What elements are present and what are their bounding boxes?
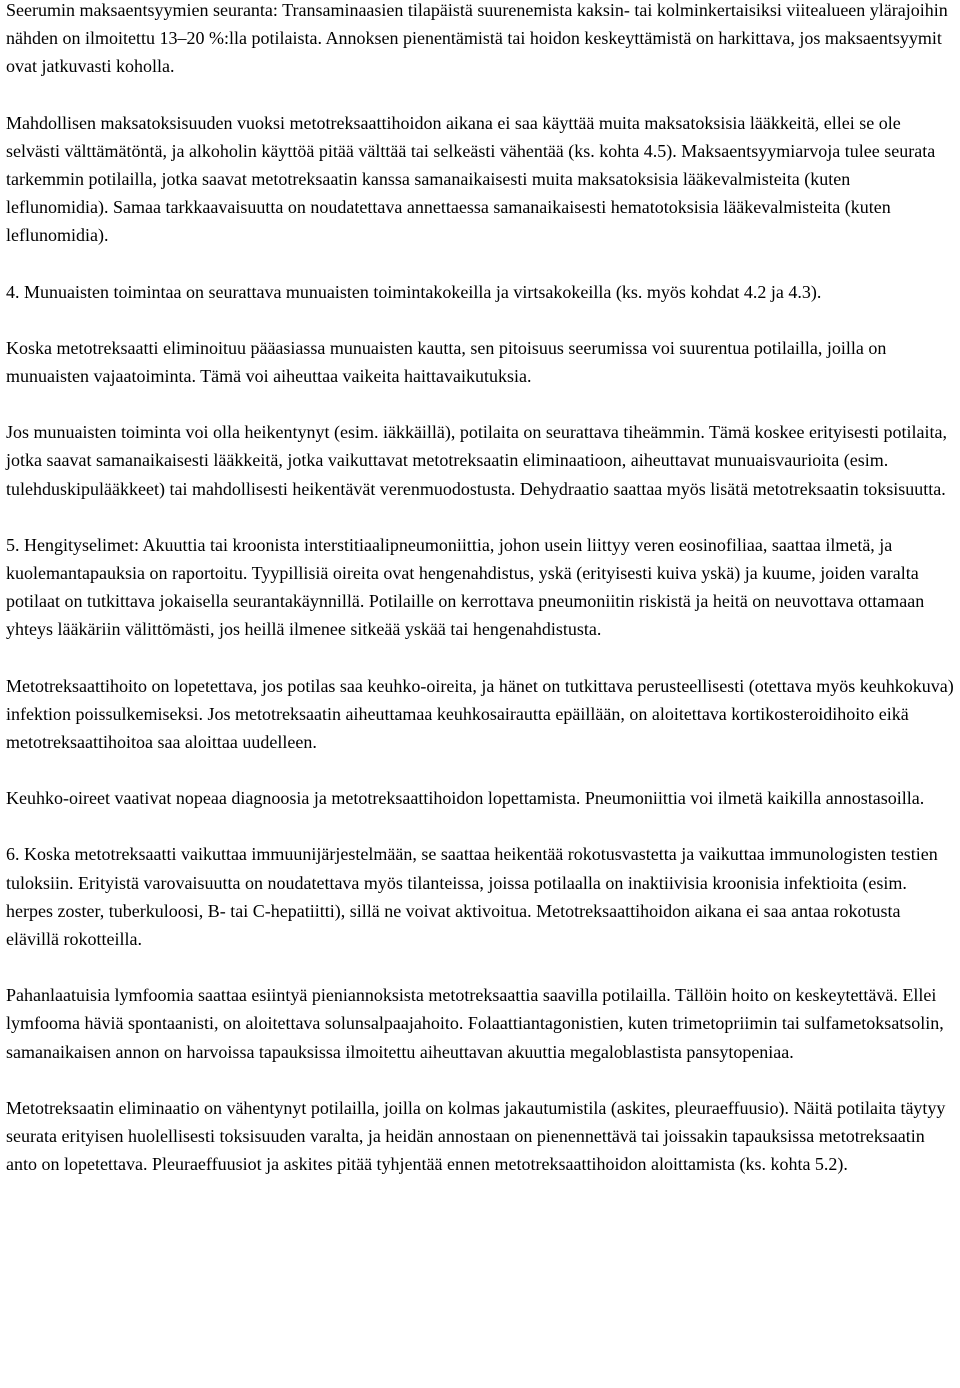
paragraph-liver-enzyme-monitoring: Seerumin maksaentsyymien seuranta: Transaminaasien tilapäistä suurenemista kaksin- tai kolminkertaisiksi viitealueen ylärajoihin nähden on ilmoitettu 13–20 %:lla potilaista. Annoksen pienentämistä tai hoidon keskeyttämistä on harkittava, jos maksaentsyymit ovat jatkuvasti koholla. xyxy=(6,0,948,77)
paragraph-immune-system: 6. Koska metotreksaatti vaikuttaa immuunijärjestelmään, se saattaa heikentää rokotusvastetta ja vaikuttaa immunologisten testien tuloksiin. Erityistä varovaisuutta on noudatettava myös tilanteissa, joissa potilaalla on inaktiivisia kroonisia infektioita (esim. herpes zoster, tuberkuloosi, B- tai C-hepatiitti), sillä ne voivat aktivoitua. Metotreksaattihoidon aikana ei saa antaa rokotusta elävillä rokotteilla. xyxy=(6,844,938,950)
paragraph-renal-elimination: Koska metotreksaatti eliminoituu pääasiassa munuaisten kautta, sen pitoisuus seerumissa voi suurentua potilailla, joilla on munuaisten vajaatoiminta. Tämä voi aiheuttaa vaikeita haittavaikutuksia. xyxy=(6,337,887,387)
paragraph-respiratory: 5. Hengityselimet: Akuuttia tai kroonista interstitiaalipneumoniittia, johon usein liittyy veren eosinofiliaa, saattaa ilmetä, ja kuolemantapauksia on raportoitu. Tyypillisiä oireita ovat hengenahdistus, yskä (erityisesti kuiva yskä) ja kuume, joiden varalta potilaat on tutkittava jokaisella seurantakäynnillä. Potilaille on kerrottava pneumoniitin riskistä ja heitä on neuvottava ottamaan yhteys lääkäriin välittömästi, jos heillä ilmenee sitkeää yskää tai hengenahdistusta. xyxy=(6,534,925,640)
paragraph-renal-impairment-monitoring: Jos munuaisten toiminta voi olla heikentynyt (esim. iäkkäillä), potilaita on seurattava tiheämmin. Tämä koskee erityisesti potilaita, jotka saavat samanaikaisesti lääkkeitä, jotka vaikuttavat metotreksaatin eliminaatioon, aiheuttavat munuaisvaurioita (esim. tulehduskipulääkkeet) tai mahdollisesti heikentävät verenmuodostusta. Dehydraatio saattaa myös lisätä metotreksaatin toksisuutta. xyxy=(6,422,947,499)
paragraph-pulmonary-diagnosis: Keuhko-oireet vaativat nopeaa diagnoosia ja metotreksaattihoidon lopettamista. Pneumoniittia voi ilmetä kaikilla annostasoilla. xyxy=(6,788,925,809)
paragraph-kidney-function: 4. Munuaisten toimintaa on seurattava munuaisten toimintakokeilla ja virtsakokeilla (ks. myös kohdat 4.2 ja 4.3). xyxy=(6,281,822,302)
paragraph-third-space: Metotreksaatin eliminaatio on vähentynyt potilailla, joilla on kolmas jakautumistila (askites, pleuraeffuusio). Näitä potilaita täytyy seurata erityisen huolellisesti toksisuuden varalta, ja heidän annostaan on pienennettävä tai joissakin tapauksissa metotreksaatin anto on lopetettava. Pleuraeffuusiot ja askites pitää tyhjentää ennen metotreksaattihoidon aloittamista (ks. kohta 5.2). xyxy=(6,1097,946,1175)
paragraph-lymphoma: Pahanlaatuisia lymfoomia saattaa esiintyä pieniannoksista metotreksaattia saavilla potilailla. Tällöin hoito on keskeytettävä. Ellei lymfooma häviä spontaanisti, on aloitettava solunsalpaajahoito. Folaattiantagonistien, kuten trimetopriimin tai sulfametoksatsolin, samanaikaisen annon on harvoissa tapauksissa ilmoitettu aiheuttavan akuuttia megaloblastista pansytopeniaa. xyxy=(6,985,944,1062)
document-page xyxy=(6,0,956,1207)
paragraph-hepatotoxicity: Mahdollisen maksatoksisuuden vuoksi metotreksaattihoidon aikana ei saa käyttää muita maksatoksisia lääkkeitä, ellei se ole selvästi välttämätöntä, ja alkoholin käyttöä pitää välttää tai selkeästi vähentää (ks. kohta 4.5). Maksaentsyymiarvoja tulee seurata tarkemmin potilailla, jotka saavat metotreksaatin kanssa samanaikaisesti muita maksatoksisia lääkevalmisteita (kuten leflunomidia). Samaa tarkkaavaisuutta on noudatettava annettaessa samanaikaisesti hematotoksisia lääkevalmisteita (kuten leflunomidia). xyxy=(6,112,936,246)
paragraph-stop-treatment-pulmonary: Metotreksaattihoito on lopetettava, jos potilas saa keuhko-oireita, ja hänet on tutkittava perusteellisesti (otettava myös keuhkokuva) infektion poissulkemiseksi. Jos metotreksaatin aiheuttamaa keuhkosairautta epäillään, on aloitettava kortikosteroidihoito eikä metotreksaattihoitoa saa aloittaa uudelleen. xyxy=(6,675,954,753)
